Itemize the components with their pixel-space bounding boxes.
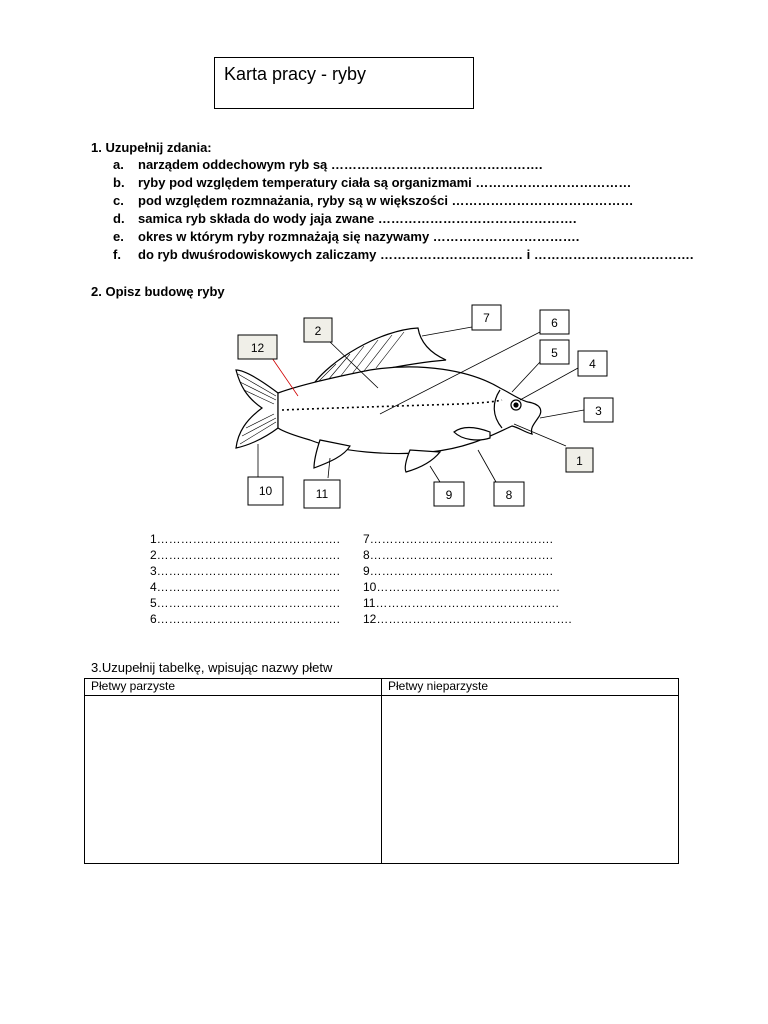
label-1 <box>566 448 593 472</box>
svg-text:4: 4 <box>589 357 596 371</box>
svg-text:5: 5 <box>551 346 558 360</box>
answer-line: 11………………………………………. <box>363 596 559 610</box>
item-text: narządem oddechowym ryb są …………………………………………. <box>138 157 543 172</box>
label-6 <box>540 310 569 334</box>
cell-paired-fins[interactable] <box>85 696 382 864</box>
answer-line: 2………………………………………. <box>150 548 341 562</box>
answer-line: 6………………………………………. <box>150 612 341 626</box>
svg-text:8: 8 <box>505 488 513 502</box>
svg-text:11: 11 <box>315 487 329 501</box>
answer-line: 9………………………………………. <box>363 564 554 578</box>
answer-line: 5………………………………………. <box>150 596 341 610</box>
label-11 <box>304 480 340 508</box>
worksheet-title: Karta pracy - ryby <box>224 64 367 84</box>
label-9 <box>434 482 464 506</box>
label-5 <box>540 340 569 364</box>
answer-line: 1………………………………………. <box>150 532 341 546</box>
svg-text:9: 9 <box>445 488 453 502</box>
caudal-fin <box>236 370 278 448</box>
pelvic-fin <box>405 450 440 472</box>
label-10 <box>248 477 283 505</box>
svg-text:12: 12 <box>250 341 265 355</box>
item-letter: f. <box>113 247 121 262</box>
header-unpaired-fins: Płetwy nieparzyste <box>382 679 679 696</box>
item-letter: e. <box>113 229 124 244</box>
item-letter: a. <box>113 157 124 172</box>
answers-left <box>150 532 340 628</box>
svg-text:3: 3 <box>595 404 602 418</box>
svg-text:6: 6 <box>551 316 558 330</box>
item-text: do ryb dwuśrodowiskowych zaliczamy …………………………… i ………………………………. <box>138 247 694 262</box>
item-text: ryby pod względem temperatury ciała są organizmami ……………………………… <box>138 175 632 190</box>
cell-unpaired-fins[interactable] <box>382 696 679 864</box>
fish-illustration <box>236 328 541 472</box>
section-1-heading: 1. Uzupełnij zdania: <box>91 140 212 155</box>
answer-line: 4………………………………………. <box>150 580 341 594</box>
item-text: samica ryb składa do wody jaja zwane ………………………………………. <box>138 211 577 226</box>
svg-text:1: 1 <box>576 454 583 468</box>
item-letter: c. <box>113 193 124 208</box>
label-8 <box>494 482 524 506</box>
svg-text:2: 2 <box>314 324 322 338</box>
item-letter: d. <box>113 211 125 226</box>
label-3 <box>584 398 613 422</box>
svg-text:10: 10 <box>258 484 273 498</box>
label-7 <box>472 305 501 330</box>
answer-line: 10………………………………………. <box>363 580 560 594</box>
header-paired-fins: Płetwy parzyste <box>85 679 382 696</box>
answer-line: 12…………………………………………. <box>363 612 572 626</box>
answer-line: 3………………………………………. <box>150 564 341 578</box>
answer-line: 7………………………………………. <box>363 532 554 546</box>
item-letter: b. <box>113 175 125 190</box>
answers-right <box>363 532 572 628</box>
item-text: okres w którym ryby rozmnażają się nazywamy ……………………………. <box>138 229 580 244</box>
svg-text:7: 7 <box>483 311 490 325</box>
section-3-heading: 3.Uzupełnij tabelkę, wpisując nazwy płetw <box>91 660 333 675</box>
label-4 <box>578 351 607 376</box>
answer-line: 8………………………………………. <box>363 548 554 562</box>
label-2 <box>304 318 332 342</box>
fins-table <box>84 678 679 864</box>
label-12 <box>238 335 277 359</box>
section-2-heading: 2. Opisz budowę ryby <box>91 284 225 299</box>
item-text: pod względem rozmnażania, ryby są w większości …………………………………… <box>138 193 634 208</box>
